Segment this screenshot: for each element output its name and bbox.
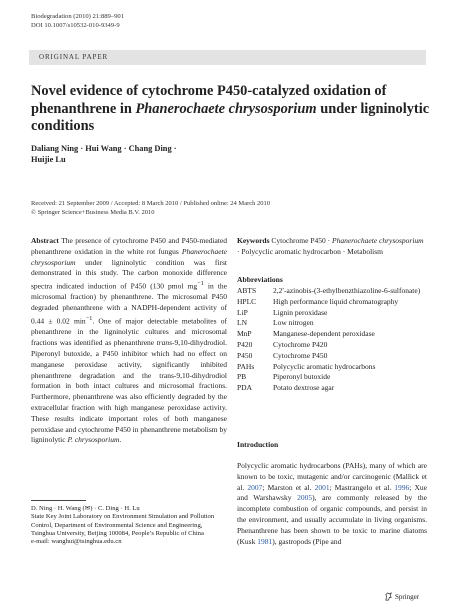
citation-link[interactable]: 1981: [257, 536, 273, 546]
paper-title: [31, 83, 431, 136]
abstract-text: -9,10-dihydrodiol. Piperonyl butoxide, a P450 inhibitor which had no effect on manganese peroxidase activity, significantly inhibited phenanthrene degradation and the trans-9,10-dihydrodiol formation in both intact cultures and microsomal fractions. Furthermore, phenanthrene was also efficiently degraded by the extracellular fraction with high manganese peroxidase activity. These results indicate important roles of both manganese peroxidase and cytochrome P450 in phenanthrene metabolism by ligninolytic: [31, 338, 227, 445]
journal-citation: Biodegradation (2010) 21:889–901: [31, 13, 125, 20]
intro-text: Polycyclic aromatic hydrocarbons (PAHs), many of which are known to be toxic, mutagenic and/or carcinogenic (Mallick et al.: [237, 461, 427, 492]
publisher-logo: [384, 592, 419, 601]
abbreviation-key: PAHs: [237, 361, 255, 371]
citation-link[interactable]: 2007: [247, 482, 263, 492]
title-organism: Phanerochaete chrysosporium: [135, 100, 317, 117]
citation-link[interactable]: 2001: [314, 482, 330, 492]
abstract-superscript: −1: [85, 315, 93, 323]
intro-text: ), gastropods (Pipe and: [272, 536, 342, 546]
abstract-organism: Phanerochaete chrysosporium: [31, 246, 227, 267]
abbreviation-key: PB: [237, 372, 247, 382]
abbreviation-key: ABTS: [237, 286, 257, 295]
abbreviation-row: [237, 308, 420, 319]
intro-text: ; Marston et al.: [262, 482, 315, 492]
keywords-text: Cytochrome P450 ·: [269, 236, 332, 245]
abbreviation-key: LN: [237, 318, 247, 328]
abbreviation-key: MnP: [237, 329, 252, 339]
abbreviation-key: LiP: [237, 307, 248, 317]
title-text-2: under ligninolytic conditions: [31, 100, 430, 135]
introduction-text: [237, 461, 427, 547]
affiliation-address: State Key Joint Laboratory on Environment Simulation and Pollution Control, Department of Environmental Science and Engineering, Tsinghua University, Beijing 100084, People’s Republic of China: [31, 513, 215, 537]
journal-header: [31, 13, 124, 30]
article-type-badge: [29, 50, 426, 65]
abbreviation-row: [237, 383, 420, 394]
abstract-text: under ligninolytic condition was first demonstrated in this study. The carbon monoxide difference spectra indicated induction of P450 (130 pmol mg: [31, 257, 227, 291]
keywords-text: · Polycyclic aromatic hydrocarbon · Metabolism: [237, 246, 383, 256]
abbreviation-row: [237, 372, 420, 383]
abbreviation-key: PDA: [237, 383, 253, 393]
authors-line-1: Daliang Ning · Hui Wang · Chang Ding ·: [31, 144, 177, 153]
abbreviation-row: [237, 286, 420, 297]
abbreviation-value: Cytochrome P420: [273, 339, 328, 349]
authors-line-2: Huijie Lu: [31, 155, 66, 165]
abbreviation-value: Piperonyl butoxide: [273, 372, 331, 382]
keywords: [237, 236, 427, 258]
abstract-text: The presence of cytochrome P450 and P450-mediated phenanthrene oxidation in the white rot fungus: [31, 236, 227, 256]
citation-link[interactable]: 1996: [394, 482, 410, 492]
abstract-text: . One of major detectable metabolites of phenanthrene in the ligninolytic cultures and microsomal fractions was identified as phenanthrene: [31, 316, 227, 348]
keywords-organism: Phanerochaete chrysosporium: [332, 236, 424, 245]
author-list: [31, 143, 331, 165]
affiliation-authors: D. Ning · H. Wang (✉) · C. Ding · H. Lu: [31, 505, 140, 512]
keywords-label: Keywords: [237, 236, 270, 245]
publication-dates: [31, 200, 431, 218]
footnote-rule: [31, 500, 86, 501]
abbreviations-heading: Abbreviations: [237, 275, 283, 284]
doi: DOI 10.1007/s10532-010-9349-9: [31, 21, 120, 29]
abbreviation-row: [237, 362, 420, 373]
abbreviation-key: HPLC: [237, 296, 257, 306]
abbreviation-row: [237, 329, 420, 340]
abstract-superscript: −1: [197, 280, 204, 288]
copyright-line: © Springer Science+Business Media B.V. 2010: [31, 208, 155, 216]
abbreviation-row: [237, 340, 420, 351]
intro-text: ; Xue and Warshawsky: [237, 482, 427, 503]
abbreviation-row: [237, 351, 420, 362]
abstract-italic: trans: [156, 338, 172, 348]
abstract: [31, 236, 227, 446]
history-line: Received: 21 September 2009 / Accepted: 8 March 2010 / Published online: 24 March 2010: [31, 200, 271, 207]
article-type-label: ORIGINAL PAPER: [39, 53, 109, 61]
abbreviations-table: [237, 286, 420, 394]
abstract-text: .: [119, 435, 122, 445]
abbreviation-value: Low nitrogen: [273, 318, 314, 328]
abstract-organism: P. chrysosporium: [67, 435, 120, 445]
title-text-1: Novel evidence of cytochrome P450-catalyzed oxidation of phenanthrene in: [31, 83, 387, 117]
abbreviation-value: Potato dextrose agar: [273, 383, 335, 393]
abbreviation-value: Manganese-dependent peroxidase: [273, 329, 375, 339]
abbreviation-row: [237, 297, 420, 308]
intro-text: ), are commonly released by the incomplete combustion of organic compounds, and persist in the environment, and usually accumulate in living organisms. Phenanthrene has been shown to be toxic to marine diatoms (Kusk: [237, 493, 427, 546]
abstract-text: in the microsomal fraction) by phenanthrene. The microsomal P450 degraded phenanthrene with a NADPH-dependent activity of 0.44 ± 0.02 min: [31, 281, 227, 326]
abbreviation-value: 2,2′-azinobis-(3-ethylbenzthiazoline-6-sulfonate): [273, 286, 421, 295]
abbreviation-value: Lignin peroxidase: [273, 307, 328, 317]
author-affiliation: [31, 505, 227, 546]
affiliation-email[interactable]: e-mail: wanghui@tsinghua.edu.cn: [31, 538, 122, 546]
citation-link[interactable]: 2005: [297, 493, 313, 503]
intro-text: ; Mastrangelo et al.: [329, 482, 395, 492]
abbreviation-row: [237, 318, 420, 329]
abbreviations-body: [237, 286, 420, 394]
introduction-heading: Introduction: [237, 440, 279, 449]
abstract-label: Abstract: [31, 236, 59, 245]
springer-horse-icon: [384, 592, 393, 601]
abbreviation-key: P420: [237, 339, 253, 349]
publisher-name: Springer: [395, 592, 420, 601]
abbreviation-value: Cytochrome P450: [273, 350, 328, 360]
abbreviation-value: High performance liquid chromatography: [273, 296, 399, 306]
abbreviation-key: P450: [237, 350, 253, 360]
abbreviation-value: Polycyclic aromatic hydrocarbons: [273, 361, 376, 371]
